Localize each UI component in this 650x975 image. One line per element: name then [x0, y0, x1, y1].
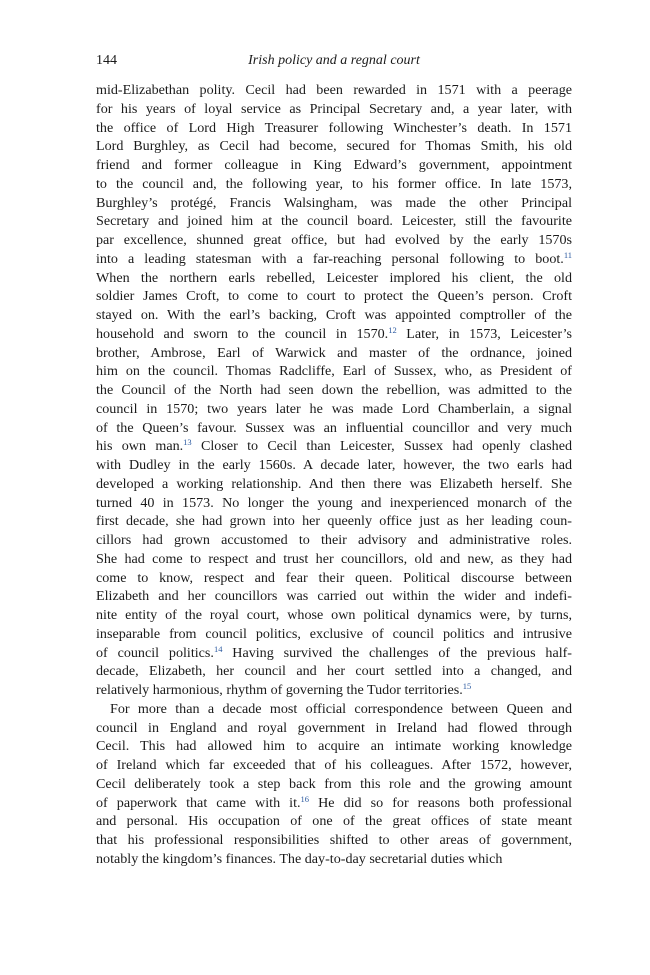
text-line [96, 681, 572, 700]
text-line [96, 644, 572, 663]
text-run: inseparable from council politics, exclusive of council politics and intrusive [96, 625, 572, 642]
text-run: For more than a decade most official correspondence between Queen and [110, 700, 572, 717]
text-run: Later, in 1573, Leicester’s [396, 325, 572, 342]
body-text [96, 81, 572, 869]
text-line [96, 456, 572, 475]
text-line [96, 269, 572, 288]
text-line [96, 325, 572, 344]
text-run: him on the council. Thomas Radcliffe, Earl of Sussex, who, as President of [96, 363, 572, 380]
text-run: to the council and, the following year, to his former office. In late 1573, [96, 175, 572, 192]
text-line [96, 362, 572, 381]
text-run: Lord Burghley, as Cecil had become, secured for Thomas Smith, his old [96, 138, 572, 155]
text-run: with Dudley in the early 1560s. A decade later, however, the two earls had [96, 457, 572, 473]
text-line [96, 250, 572, 269]
text-line [96, 119, 572, 138]
text-line [96, 625, 572, 644]
text-line [96, 475, 572, 494]
text-line [96, 737, 572, 756]
text-run: that his professional responsibilities shifted to other areas of government, [96, 832, 572, 848]
text-line [96, 531, 572, 550]
text-run: Having survived the challenges of the previous half- [222, 644, 572, 661]
text-run: his own man. [96, 438, 184, 455]
text-run: relatively harmonious, rhythm of governing the Tudor territories. [96, 682, 463, 698]
text-line [96, 400, 572, 419]
text-line [96, 719, 572, 738]
footnote-marker[interactable]: 12 [388, 324, 397, 335]
text-line [96, 550, 572, 569]
footnote-marker[interactable]: 16 [300, 793, 310, 804]
text-run: mid-Elizabethan polity. Cecil had been rewarded in 1571 with a peerage [96, 82, 572, 98]
text-run: the Council of the North had seen down the rebellion, was admitted to the [96, 382, 572, 398]
text-line [96, 344, 572, 363]
text-run: come to know, respect and fear their queen. Political discourse between [96, 569, 572, 586]
text-run: council in 1570; two years later he was made Lord Chamberlain, a signal [96, 400, 572, 417]
text-line [96, 494, 572, 513]
paragraph [96, 700, 572, 869]
text-run: of the Queen’s favour. Sussex was an influential councillor and very much [96, 419, 572, 436]
running-title: Irish policy and a regnal court [248, 53, 420, 68]
footnote-marker[interactable]: 11 [563, 249, 572, 260]
text-run: Elizabeth and her councillors was carried out within the wider and indefi- [96, 588, 572, 605]
text-run: the office of Lord High Treasurer following Winchester’s death. In 1571 [96, 119, 572, 136]
text-line [96, 831, 572, 850]
text-run: par excellence, shunned great office, but had evolved by the early 1570s [96, 232, 572, 248]
text-run: and personal. His occupation of one of the great offices of state meant [96, 813, 572, 830]
text-line [96, 137, 572, 156]
text-line [96, 587, 572, 606]
text-run: friend and former colleague in King Edward’s government, appointment [96, 157, 572, 173]
footnote-marker[interactable]: 14 [213, 643, 223, 654]
text-run: He did so for reasons both professional [309, 794, 572, 811]
text-run: Cecil deliberately took a step back from this role and the growing amount [96, 775, 572, 792]
text-run: stayed on. With the earl’s backing, Croft was appointed comptroller of the [96, 307, 572, 323]
text-line [96, 212, 572, 231]
text-line [96, 662, 572, 681]
text-line [96, 775, 572, 794]
text-line [96, 100, 572, 119]
text-line [96, 306, 572, 325]
text-run: cillors had grown accustomed to their advisory and administrative roles. [96, 532, 572, 548]
text-run: council in England and royal government in Ireland had flowed through [96, 719, 572, 736]
page-number: 144 [96, 53, 117, 68]
text-run: developed a working relationship. And then there was Elizabeth herself. She [96, 475, 572, 492]
text-line [96, 850, 572, 869]
text-line [96, 606, 572, 625]
text-line [96, 756, 572, 775]
text-line [96, 812, 572, 831]
footnote-marker[interactable]: 15 [462, 681, 472, 691]
text-line [96, 194, 572, 213]
text-line [96, 512, 572, 531]
text-run: turned 40 in 1573. No longer the young and inexperienced monarch of the [96, 494, 572, 511]
text-line [96, 81, 572, 100]
text-run: of Ireland which far exceeded that of his colleagues. After 1572, however, [96, 757, 572, 773]
text-run: When the northern earls rebelled, Leicester implored his client, the old [96, 269, 572, 286]
text-run: Cecil. This had allowed him to acquire an intimate working knowledge [96, 738, 572, 755]
running-header [96, 52, 572, 70]
text-run: soldier James Croft, to come to court to protect the Queen’s person. Croft [96, 288, 572, 305]
text-run: of paperwork that came with it. [96, 794, 301, 811]
text-line [96, 437, 572, 456]
text-run: of council politics. [96, 644, 214, 661]
text-run: Secretary and joined him at the council board. Leicester, still the favourite [96, 213, 572, 230]
text-run: for his years of loyal service as Principal Secretary and, a year later, with [96, 100, 572, 117]
text-line [96, 287, 572, 306]
text-line [96, 419, 572, 438]
paragraph [96, 81, 572, 700]
text-line [96, 794, 572, 813]
text-run: decade, Elizabeth, her council and her court settled into a changed, and [96, 663, 572, 680]
text-run: She had come to respect and trust her councillors, old and new, as they had [96, 550, 572, 567]
text-line [96, 231, 572, 250]
text-run: Burghley’s protégé, Francis Walsingham, was made the other Principal [96, 194, 572, 211]
text-run: household and sworn to the council in 1570. [96, 325, 389, 342]
text-line [96, 569, 572, 588]
text-line [96, 175, 572, 194]
footnote-marker[interactable]: 13 [183, 437, 192, 448]
text-run: Closer to Cecil than Leicester, Sussex had openly clashed [191, 438, 573, 455]
text-line [96, 700, 572, 719]
text-run: notably the kingdom’s finances. The day-to-day secretarial duties which [96, 850, 503, 867]
text-run: first decade, she had grown into her queenly office just as her leading coun- [96, 513, 572, 530]
text-run: into a leading statesman with a far-reaching personal following to boot. [96, 250, 564, 267]
text-line [96, 381, 572, 400]
text-run: nite entity of the royal court, whose own political dynamics were, by turns, [96, 607, 572, 623]
text-line [96, 156, 572, 175]
text-run: brother, Ambrose, Earl of Warwick and master of the ordnance, joined [96, 344, 572, 361]
